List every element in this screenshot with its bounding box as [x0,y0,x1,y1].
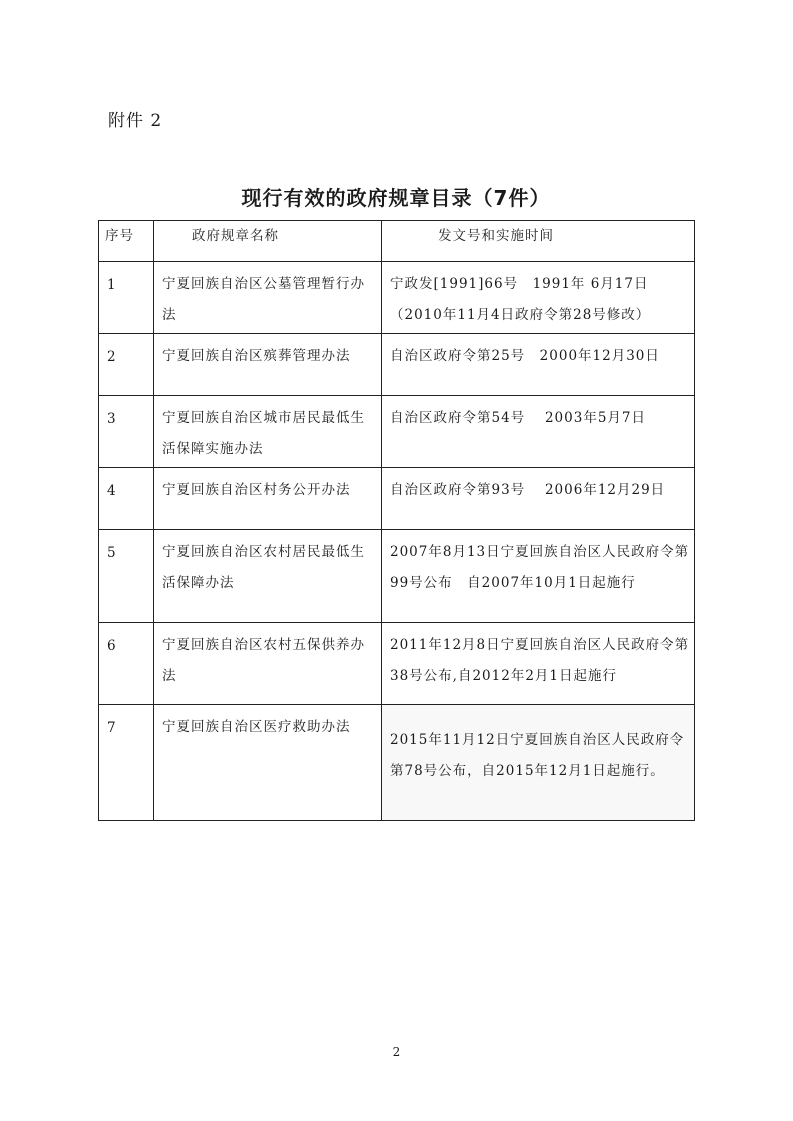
table-row [99,705,695,821]
row-number: 4 [99,468,154,530]
document-title: 现行有效的政府规章目录（7件） [241,186,551,210]
table-row [99,530,695,623]
row-regulation-name: 宁夏回族自治区农村五保供养办法 [154,623,382,705]
row-regulation-name: 宁夏回族自治区农村居民最低生活保障办法 [154,530,382,623]
row-regulation-name: 宁夏回族自治区公墓管理暂行办法 [154,262,382,334]
row-regulation-name: 宁夏回族自治区医疗救助办法 [154,705,382,821]
row-doc-and-date: 自治区政府令第54号 2003年5月7日 [382,396,695,468]
row-doc-and-date: 2011年12月8日宁夏回族自治区人民政府令第38号公布,自2012年2月1日起施行 [382,623,695,705]
attachment-label: 附件 2 [108,111,163,131]
row-doc-and-date: 宁政发[1991]66号 1991年 6月17日（2010年11月4日政府令第28号修改） [382,262,695,334]
header-regulation-name: 政府规章名称 [154,221,382,262]
row-number: 6 [99,623,154,705]
row-doc-and-date: 2015年11月12日宁夏回族自治区人民政府令第78号公布，自2015年12月1日起施行。 [382,705,695,821]
row-doc-and-date: 自治区政府令第93号 2006年12月29日 [382,468,695,530]
table-header-row [99,221,695,262]
row-regulation-name: 宁夏回族自治区村务公开办法 [154,468,382,530]
row-doc-and-date: 自治区政府令第25号 2000年12月30日 [382,334,695,396]
row-number: 2 [99,334,154,396]
row-regulation-name: 宁夏回族自治区城市居民最低生活保障实施办法 [154,396,382,468]
row-regulation-name: 宁夏回族自治区殡葬管理办法 [154,334,382,396]
table-row [99,623,695,705]
table-row [99,262,695,334]
row-number: 1 [99,262,154,334]
regulations-table [98,220,695,821]
header-doc-and-date: 发文号和实施时间 [382,221,695,262]
row-number: 5 [99,530,154,623]
row-number: 3 [99,396,154,468]
row-number: 7 [99,705,154,821]
row-doc-and-date: 2007年8月13日宁夏回族自治区人民政府令第99号公布 自2007年10月1日起施行 [382,530,695,623]
table-row [99,334,695,396]
table-row [99,396,695,468]
header-number: 序号 [99,221,154,262]
page-number: 2 [392,1045,401,1059]
table-row [99,468,695,530]
